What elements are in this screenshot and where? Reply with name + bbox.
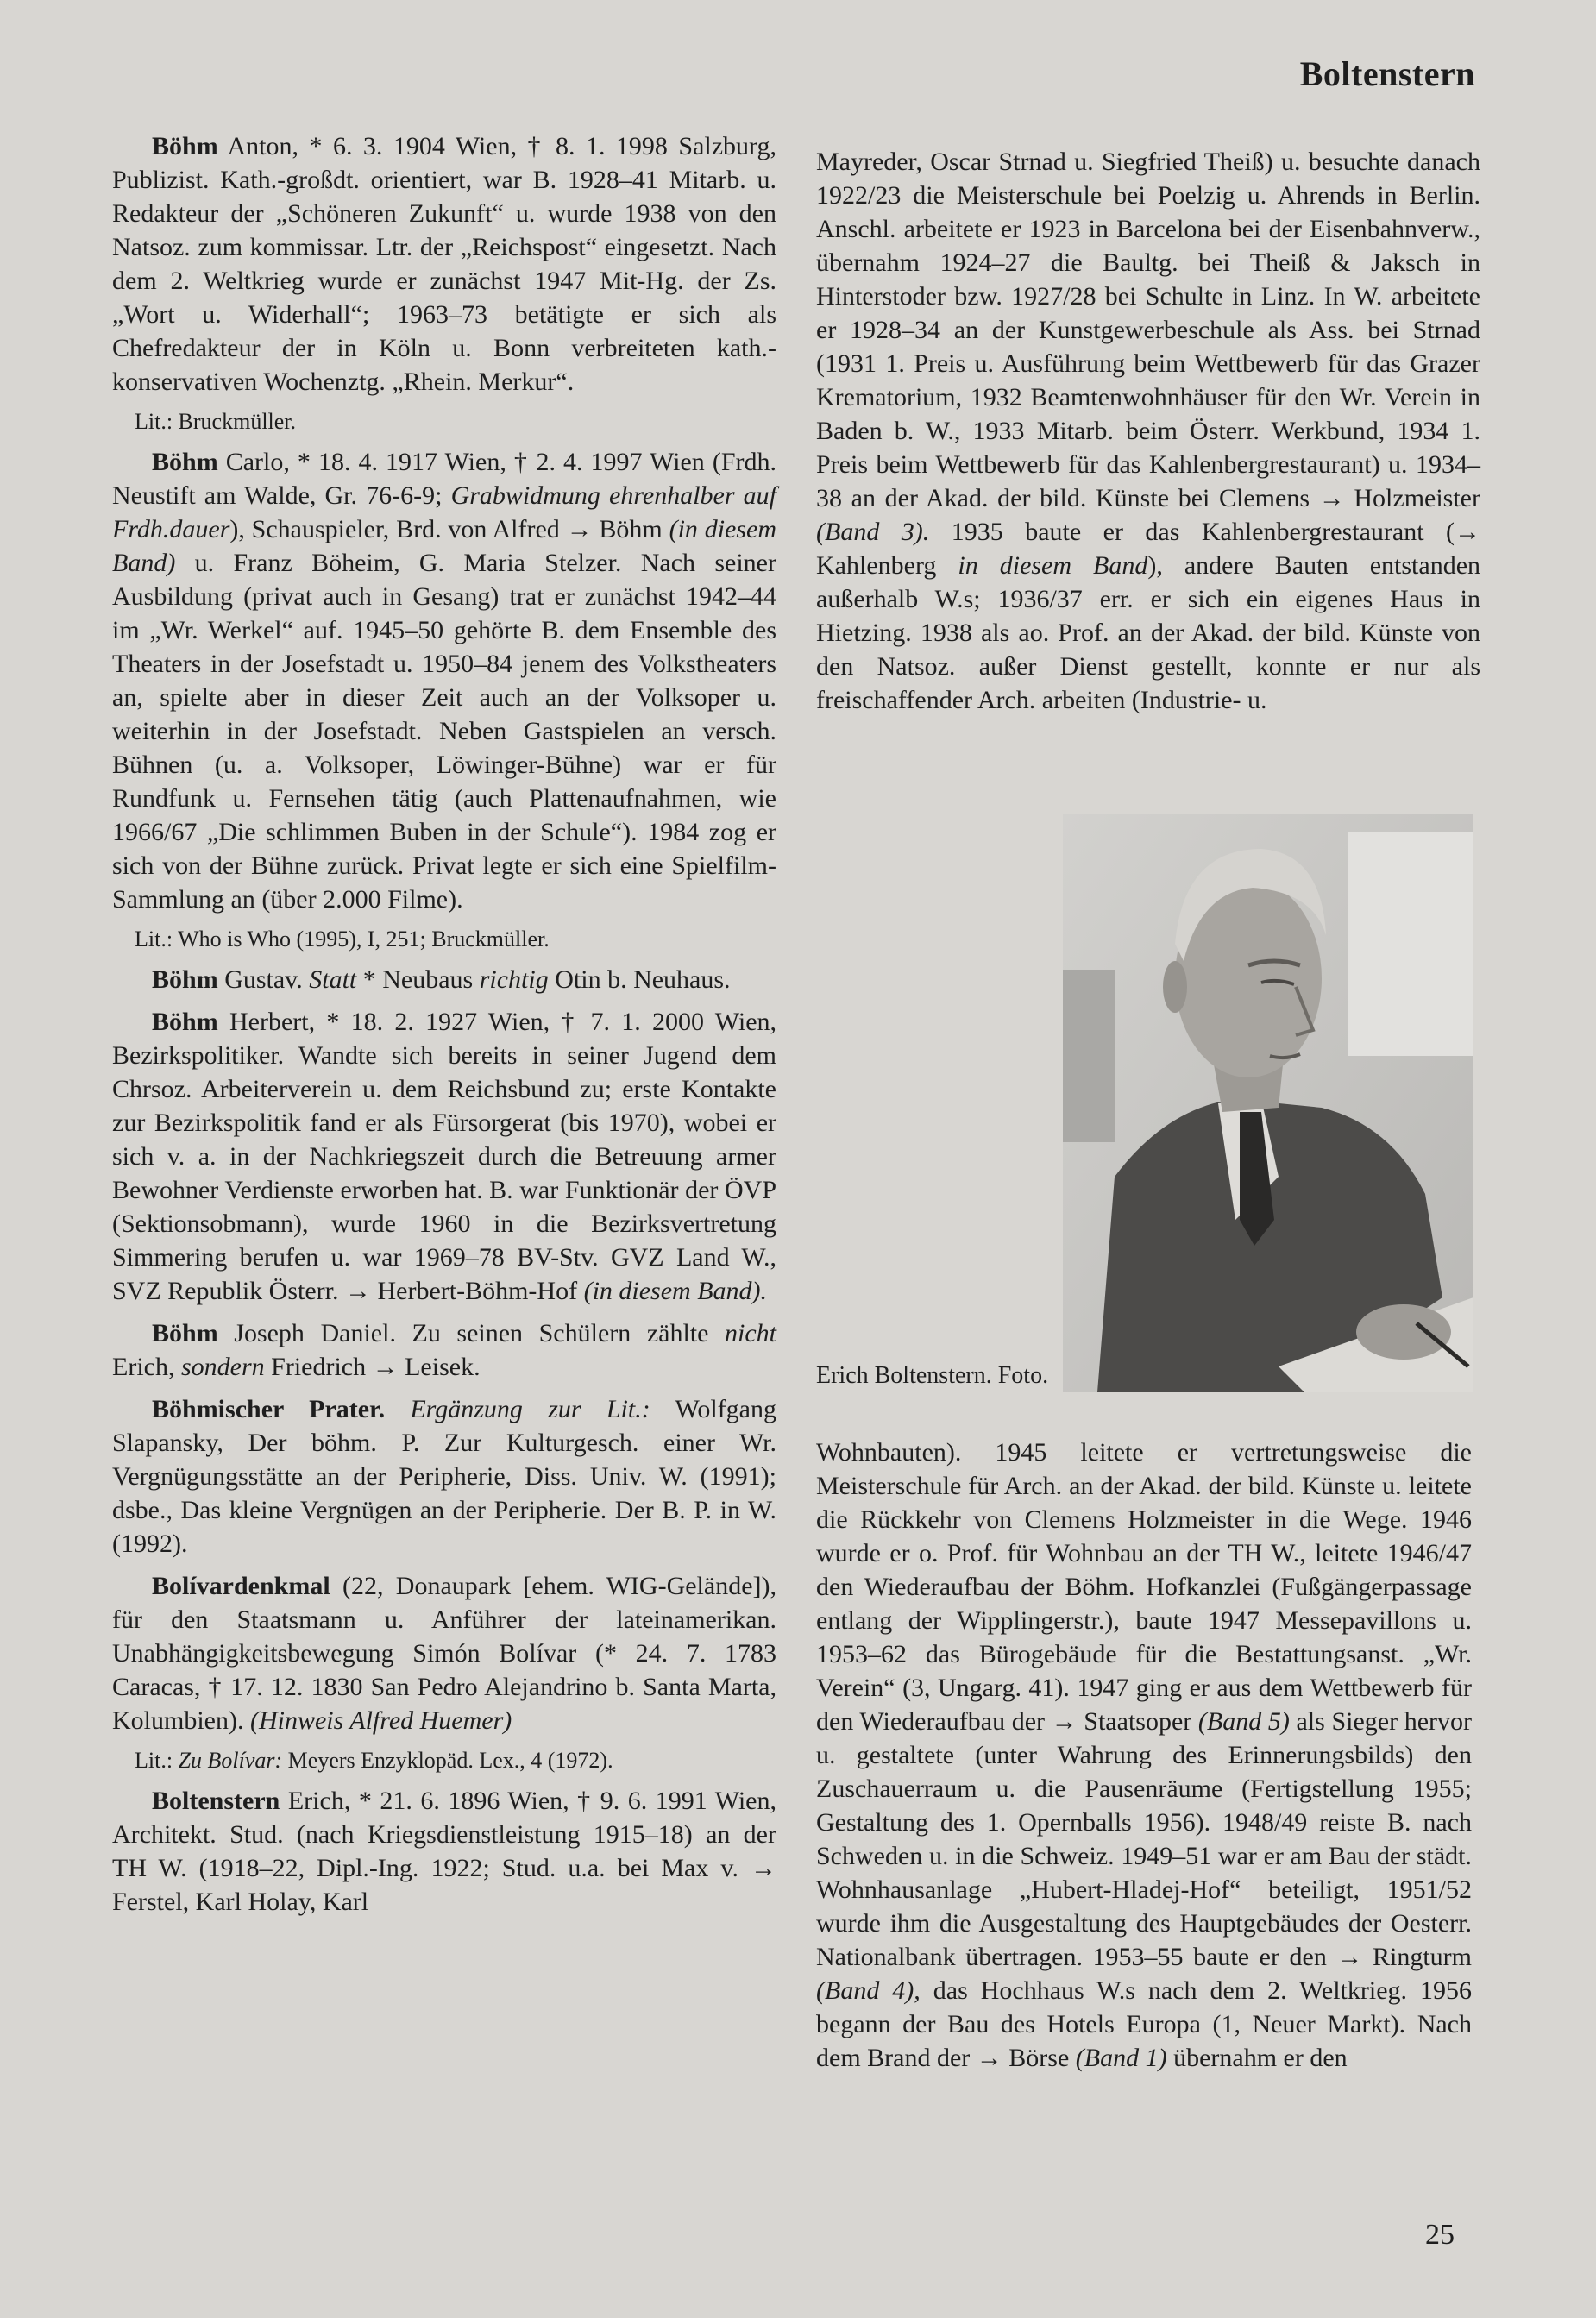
entry-text: übernahm er den	[1173, 2044, 1348, 2072]
headword: Böhm	[152, 448, 218, 476]
entry-text: Wolfgang Slapansky, Der böhm. P. Zur Kulturgesch. einer Wr. Vergnügungsstätte an der Peripherie, Diss. Univ. W. (1991); dsbe., Das kleine Vergnügen an der Peripherie. Der B. P. in W. (1992).	[112, 1395, 776, 1558]
entry-italic: richtig	[479, 965, 549, 994]
page-number: 25	[1425, 2219, 1455, 2251]
entry-text: Erich, * 21. 6. 1896 Wien, † 9. 6. 1991 Wien, Architekt. Stud. (nach Kriegsdienstleistung 1915–18) an der TH W. (1918–22, Dipl.-Ing. 1922; Stud. u.a. bei Max v. → Ferstel, Karl Holay, Karl	[112, 1787, 776, 1916]
entry-italic: nicht	[725, 1319, 777, 1347]
left-column	[112, 129, 776, 1927]
entry-boltenstern-continued	[816, 145, 1480, 717]
literature-note	[112, 1746, 776, 1775]
headword: Böhmischer Prater.	[152, 1395, 386, 1423]
entry-italic: (in diesem Band)	[112, 515, 777, 577]
entry-italic: (in diesem Band).	[583, 1277, 768, 1305]
entry-text: 1935 baute er das Kahlenbergrestaurant (→ Kahlenberg	[816, 518, 1481, 580]
entry-text: Erich,	[112, 1353, 175, 1381]
literature-note: Lit.: Bruckmüller.	[135, 409, 297, 434]
lit-prefix: Lit.:	[135, 1748, 173, 1773]
right-column-top	[816, 145, 1480, 717]
entry-italic: Statt	[309, 965, 357, 994]
entry-text: Otin b. Neuhaus.	[555, 965, 731, 994]
entry-text: ), andere Bauten entstanden außerhalb W.s; 1936/37 err. er sich ein eigenes Haus in Hietzing. 1938 als ao. Prof. an der Akad. der bild. Künste von den Natsoz. außer Dienst gestellt, konnte er nur als freischaffender Arch. arbeiten (Industrie- u.	[816, 551, 1481, 714]
lit-text: Meyers Enzyklopäd. Lex., 4 (1972).	[287, 1748, 613, 1773]
entry-bohm-gustav	[112, 963, 776, 996]
entry-bohmischer-prater	[112, 1392, 776, 1561]
entry-bohm-carlo	[112, 445, 776, 916]
entry-italic: Grabwidmung ehrenhalber auf Frdh.dauer	[112, 481, 777, 543]
headword: Bolívardenkmal	[152, 1572, 330, 1600]
entry-text: Carlo, * 18. 4. 1917 Wien, † 2. 4. 1997 Wien (Frdh. Neustift am Walde, Gr. 76-6-9;	[112, 448, 776, 510]
entry-italic: (Band 3).	[816, 518, 930, 546]
entry-text: u. Franz Böheim, G. Maria Stelzer. Nach seiner Ausbildung (privat auch in Gesang) trat er zunächst 1942–44 im „Wr. Werkel“ auf. 1945–50 gehörte B. dem Ensemble des Theaters in der Josefstadt u. 1950–84 jenem des Volkstheaters an, spielte aber in dieser Zeit auch an der Volksoper u. weiterhin in der Josefstadt. Neben Gastspielen an versch. Bühnen (u. a. Volksoper, Löwinger-Bühne) war er für Rundfunk u. Fernsehen tätig (auch Plattenaufnahmen, wie 1966/67 „Die schlimmen Buben in der Schule“). 1984 zog er sich von der Bühne zurück. Privat legte er sich eine Spielfilm-Sammlung an (über 2.000 Filme).	[112, 549, 776, 914]
entry-boltenstern	[112, 1784, 776, 1919]
entry-text: * Neubaus	[362, 965, 474, 994]
portrait-photo	[1063, 814, 1473, 1392]
running-header: Boltenstern	[1299, 54, 1475, 93]
entry-text: als Sieger hervor u. gestaltete (unter Wahrung des Erinnerungsbilds) den Zuschauerraum u. die Pausenräume (Fertigstellung 1955; Gestaltung des 1. Opernballs 1956). 1948/49 reiste B. nach Schweden u. in die Schweiz. 1949–51 war er am Bau der städt. Wohnhausanlage „Hubert-Hladej-Hof“ beteiligt, 1951/52 wurde ihm die Ausgestaltung des Hauptgebäudes der Oesterr. Nationalbank übertragen. 1953–55 baute er den → Ringturm	[816, 1707, 1473, 1971]
headword: Boltenstern	[152, 1787, 280, 1815]
headword: Böhm	[152, 132, 218, 160]
headword: Böhm	[152, 1319, 218, 1347]
entry-bohm-herbert	[112, 1005, 776, 1308]
entry-italic: (Band 5)	[1197, 1707, 1290, 1736]
entry-text: Friedrich → Leisek.	[271, 1353, 481, 1381]
right-column-bottom	[816, 1435, 1472, 2075]
entry-text: Herbert, * 18. 2. 1927 Wien, † 7. 1. 2000 Wien, Bezirkspolitiker. Wandte sich bereits in seiner Jugend dem Chrsoz. Arbeiterverein u. dem Reichsbund zu; erste Kontakte zur Bezirkspolitik fand er als Fürsorgerat (bis 1970), wobei er sich v. a. in der Nachkriegszeit durch die Betreuung armer Bewohner Verdienste erworben hat. B. war Funktionär der ÖVP (Sektionsobmann), wurde 1960 in die Bezirksvertretung Simmering berufen u. war 1969–78 BV-Stv. GVZ Land W., SVZ Republik Österr. → Herbert-Böhm-Hof	[112, 1008, 777, 1305]
entry-text: Mayreder, Oscar Strnad u. Siegfried Theiß) u. besuchte danach 1922/23 die Meisterschule bei Poelzig u. Ahrends in Berlin. Anschl. arbeitete er 1923 in Barcelona bei der Eisenbahnverw., übernahm 1924–27 die Baultg. bei Theiß & Jaksch in Hinterstoder bzw. 1927/28 bei Schulte in Linz. In W. arbeitete er 1928–34 an der Kunstgewerbeschule als Ass. bei Strnad (1931 1. Preis u. Ausführung beim Wettbewerb für das Grazer Krematorium, 1932 Beamtenwohnhäuser für den Wr. Verein in Baden b. W., 1933 Mitarb. beim Österr. Werkbund, 1934 1. Preis beim Wettbewerb für das Kahlenbergrestaurant) u. 1934–38 an der Akad. der bild. Künste bei Clemens → Holzmeister	[816, 148, 1480, 512]
entry-text: ), Schauspieler, Brd. von Alfred → Böhm	[229, 515, 663, 543]
entry-boltenstern-continued-2	[816, 1435, 1472, 2075]
entry-text: (22, Donaupark [ehem. WIG-Gelände]), für den Staatsmann u. Anführer der lateinamerikan. Unabhängigkeitsbewegung Simón Bolívar (* 24. 7. 1783 Caracas, † 17. 12. 1830 San Pedro Alejandrino b. Santa Marta, Kolumbien).	[112, 1572, 777, 1735]
entry-bohm-joseph	[112, 1316, 776, 1384]
entry-text: Gustav.	[224, 965, 303, 994]
entry-italic: (Hinweis Alfred Huemer)	[249, 1706, 512, 1735]
literature-note: Lit.: Who is Who (1995), I, 251; Bruckmüller.	[135, 927, 550, 952]
entry-bolivardenkmal	[112, 1569, 776, 1737]
entry-text: Anton, * 6. 3. 1904 Wien, † 8. 1. 1998 Salzburg, Publizist. Kath.-großdt. orientiert, war B. 1928–41 Mitarb. u. Redakteur der „Schöneren Zukunft“ u. wurde 1938 von den Natsoz. zum kommissar. Ltr. der „Reichspost“ eingesetzt. Nach dem 2. Weltkrieg wurde er zunächst 1947 Mit-Hg. der Zs. „Wort u. Widerhall“; 1963–73 betätigte er sich als Chefredakteur der in Köln u. Bonn verbreiteten kath.-konservativen Wochenztg. „Rhein. Merkur“.	[112, 132, 776, 396]
entry-italic: in diesem Band	[958, 551, 1148, 580]
entry-text: Wohnbauten). 1945 leitete er vertretungsweise die Meisterschule für Arch. an der Akad. der bild. Künste u. leitete die Rückkehr von Clemens Holzmeister in die Wege. 1946 wurde er o. Prof. für Wohnbau an der TH W., leitete 1946/47 den Wiederaufbau der Böhm. Hofkanzlei (Fußgängerpassage entlang der Wipplingerstr.), baute 1947 Messepavillons u. 1953–62 das Bürogebäude für die Bestattungsanst. „Wr. Verein“ (3, Ungarg. 41). 1947 ging er aus dem Wettbewerb für den Wiederaufbau der → Staatsoper	[816, 1438, 1472, 1736]
photo-caption: Erich Boltenstern. Foto.	[816, 1362, 1049, 1389]
headword: Böhm	[152, 1008, 218, 1036]
portrait-photo-image	[1063, 814, 1473, 1392]
entry-text: das Hochhaus W.s nach dem 2. Weltkrieg. 1956 begann der Bau des Hotels Europa (1, Neuer Markt). Nach dem Brand der → Börse	[816, 1976, 1473, 2072]
entry-italic: sondern	[180, 1353, 265, 1381]
entry-bohm-anton	[112, 129, 776, 399]
headword: Böhm	[152, 965, 218, 994]
lit-italic: Zu Bolívar:	[178, 1748, 283, 1773]
entry-italic: Ergänzung zur Lit.:	[410, 1395, 650, 1423]
entry-italic: (Band 4),	[816, 1976, 921, 2005]
entry-italic: (Band 1)	[1075, 2044, 1167, 2072]
entry-text: Joseph Daniel. Zu seinen Schülern zählte	[234, 1319, 709, 1347]
